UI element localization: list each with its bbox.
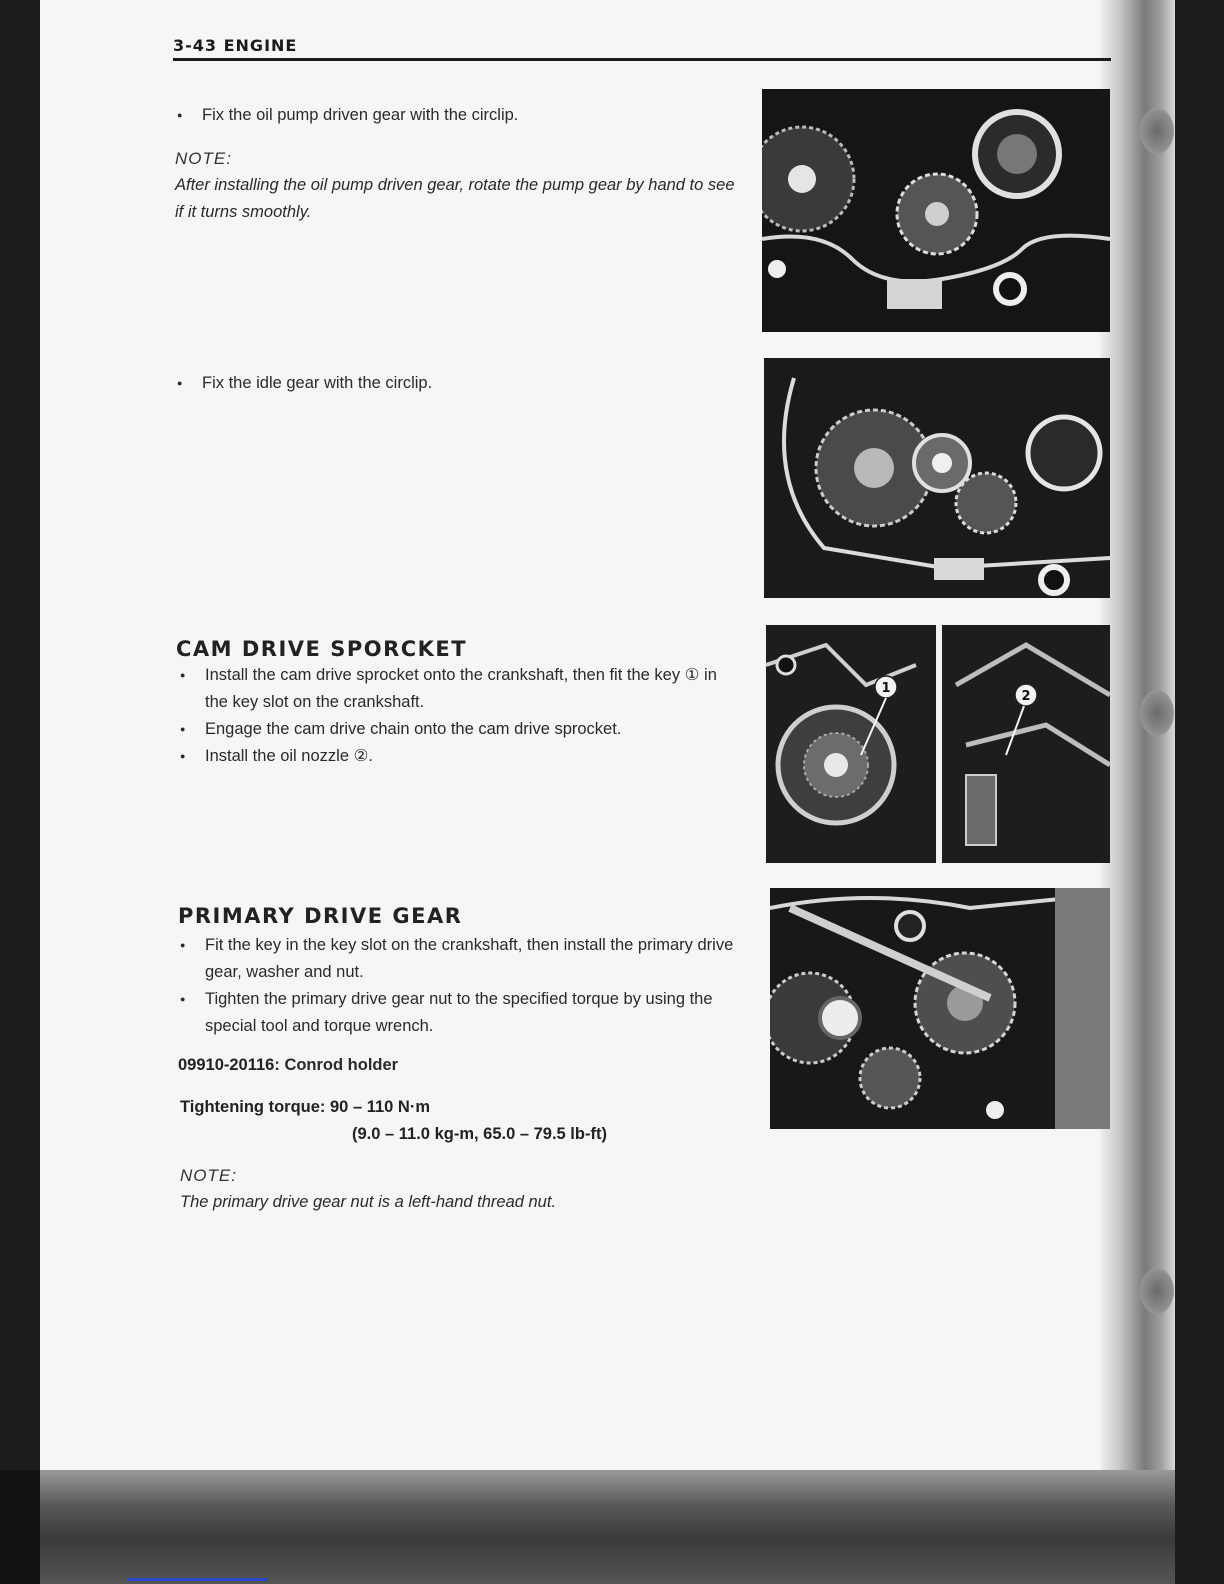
engine-photo-2 (764, 358, 1110, 598)
photo-cam-drive-sprocket (766, 625, 1110, 863)
primary-drive-bullet-2: ● Tighten the primary drive gear nut to the specified torque by using the special tool and torque wrench. (178, 986, 736, 1040)
primary-drive-list (178, 932, 736, 1040)
torque-alt: (9.0 – 11.0 kg-m, 65.0 – 79.5 lb-ft) (352, 1125, 607, 1143)
idle-gear-section (175, 370, 735, 397)
cam-drive-heading: CAM DRIVE SPORCKET (176, 637, 468, 661)
torque-spec (180, 1094, 607, 1148)
scan-bottom-edge (40, 1470, 1175, 1584)
note-text: The primary drive gear nut is a left-hand thread nut. (180, 1193, 557, 1211)
binder-hole (1140, 690, 1174, 736)
torque-label: Tightening torque: 90 – 110 N·m (180, 1098, 430, 1116)
tool-number: 09910-20116 (178, 1056, 275, 1074)
oil-pump-bullet: ● Fix the oil pump driven gear with the circlip. (175, 102, 735, 129)
callout-2: 2 (1021, 689, 1031, 704)
oil-pump-section (175, 102, 735, 226)
photo-idle-gear (764, 358, 1110, 598)
binder-hole (1140, 108, 1174, 154)
primary-drive-bullet-1: ● Fit the key in the key slot on the crankshaft, then install the primary drive gear, washer and nut. (178, 932, 736, 986)
cam-drive-bullet-2: ● Engage the cam drive chain onto the cam drive sprocket. (178, 716, 736, 743)
special-tool (178, 1052, 398, 1079)
binder-hole (1140, 1268, 1174, 1314)
tool-name: : Conrod holder (274, 1056, 399, 1074)
scan-artifact-line (127, 1578, 267, 1581)
note-label: NOTE: (175, 149, 232, 168)
scan-corner (0, 1470, 40, 1584)
note-text: After installing the oil pump driven gear, rotate the pump gear by hand to see if it turns smoothly. (175, 176, 735, 221)
cam-drive-list (178, 662, 736, 770)
primary-note (180, 1162, 740, 1216)
photo-oil-pump-gear (762, 89, 1110, 332)
note-label: NOTE: (180, 1166, 237, 1185)
engine-photo-3 (766, 625, 1110, 863)
page-title: 3-43 ENGINE (173, 36, 298, 55)
callout-1: 1 (881, 681, 891, 696)
cam-drive-bullet-3: ● Install the oil nozzle ②. (178, 743, 736, 770)
page-binding-shadow (1100, 0, 1175, 1480)
primary-drive-heading: PRIMARY DRIVE GEAR (178, 904, 463, 928)
photo-primary-drive-gear (770, 888, 1110, 1129)
idle-gear-bullet: ● Fix the idle gear with the circlip. (175, 370, 735, 397)
page-header (173, 34, 1111, 61)
engine-photo-1 (762, 89, 1110, 332)
engine-photo-4 (770, 888, 1110, 1129)
cam-drive-bullet-1: ● Install the cam drive sprocket onto the crankshaft, then fit the key ① in the key slot on the crankshaft. (178, 662, 736, 716)
